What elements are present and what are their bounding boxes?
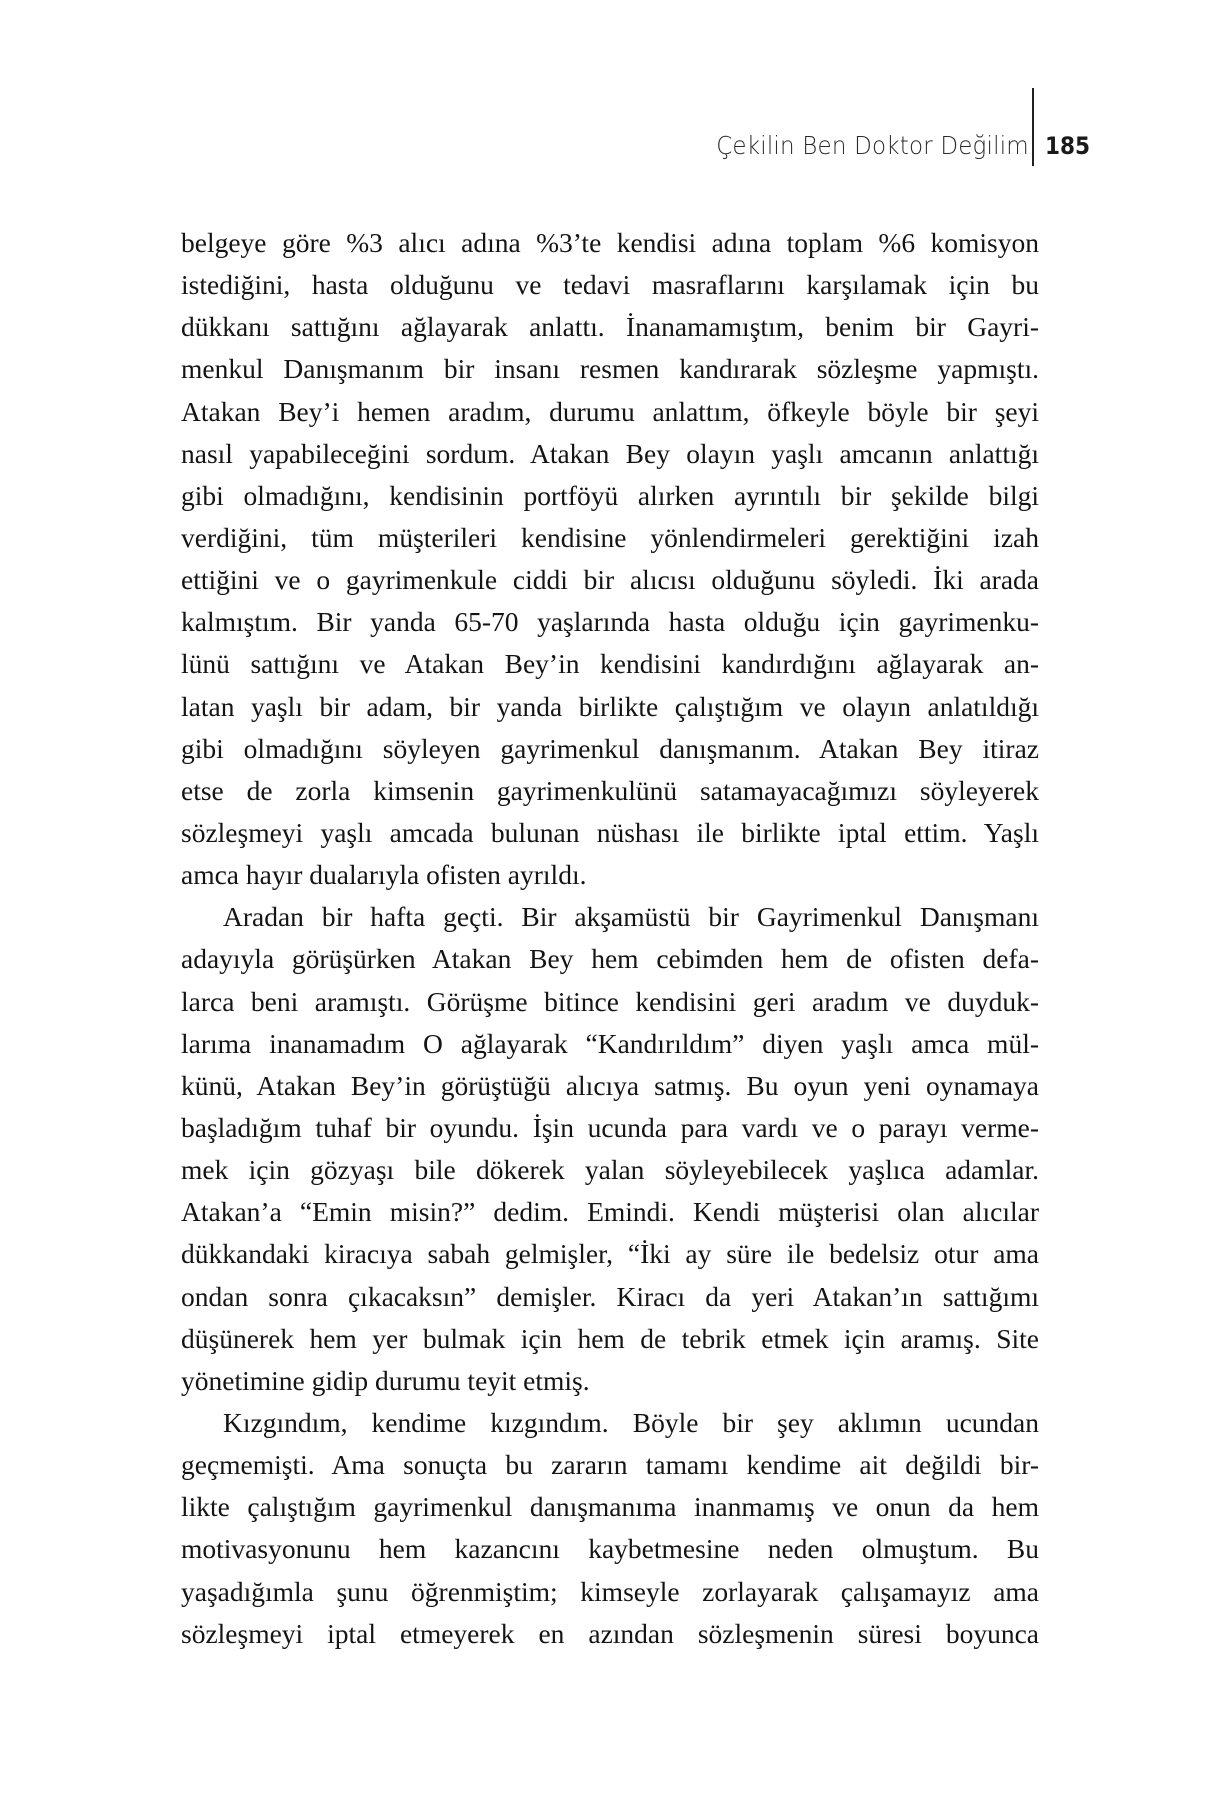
text-line: Aradan bir hafta geçti. Bir akşamüstü bir Gayrimenkul Danışmanı bbox=[223, 901, 1039, 933]
body-text bbox=[181, 222, 1039, 1655]
text-line: künü, Atakan Bey’in görüştüğü alıcıya satmış. Bu oyun yeni oynamaya bbox=[181, 1069, 1039, 1101]
paragraph bbox=[181, 896, 1039, 1402]
text-line: mek için gözyaşı bile dökerek yalan söyleyebilecek yaşlıca adamlar. bbox=[181, 1154, 1039, 1186]
text-line: menkul Danışmanım bir insanı resmen kandırarak sözleşme yapmıştı. bbox=[181, 353, 1039, 385]
paragraph bbox=[181, 222, 1039, 896]
chapter-title: Çekilin Ben Doktor Değilim bbox=[715, 131, 1029, 160]
text-line: belgeye göre %3 alıcı adına %3’te kendisi adına toplam %6 komisyon bbox=[181, 227, 1039, 258]
text-line: Atakan’a “Emin misin?” dedim. Emindi. Kendi müşterisi olan alıcılar bbox=[181, 1196, 1039, 1228]
text-line: verdiğini, tüm müşterileri kendisine yönlendirmeleri gerektiğini izah bbox=[181, 521, 1039, 553]
text-line: ettiğini ve o gayrimenkule ciddi bir alıcısı olduğunu söyledi. İki arada bbox=[181, 564, 1039, 596]
text-line: gibi olmadığını, kendisinin portföyü alırken ayrıntılı bir şekilde bilgi bbox=[181, 479, 1039, 511]
text-line: başladığım tuhaf bir oyundu. İşin ucunda para vardı ve o parayı verme- bbox=[181, 1111, 1039, 1143]
text-line: gibi olmadığını söyleyen gayrimenkul danışmanım. Atakan Bey itiraz bbox=[181, 732, 1039, 764]
text-line: nasıl yapabileceğini sordum. Atakan Bey olayın yaşlı amcanın anlattığı bbox=[181, 437, 1039, 469]
text-line: sözleşmeyi iptal etmeyerek en azından sözleşmenin süresi boyunca bbox=[181, 1617, 1039, 1649]
text-line: motivasyonunu hem kazancını kaybetmesine neden olmuştum. Bu bbox=[181, 1533, 1039, 1565]
text-line: lünü sattığını ve Atakan Bey’in kendisini kandırdığını ağlayarak an- bbox=[181, 648, 1039, 680]
text-line: yaşadığımla şunu öğrenmiştim; kimseyle zorlayarak çalışamayız ama bbox=[181, 1575, 1039, 1607]
text-line: yönetimine gidip durumu teyit etmiş. bbox=[181, 1364, 590, 1396]
text-line: sözleşmeyi yaşlı amcada bulunan nüshası ile birlikte iptal ettim. Yaşlı bbox=[181, 816, 1039, 848]
text-line: Kızgındım, kendime kızgındım. Böyle bir şey aklımın ucundan bbox=[223, 1406, 1039, 1438]
text-line: geçmemişti. Ama sonuçta bu zararın tamamı kendime ait değildi bir- bbox=[181, 1449, 1039, 1481]
text-line: ondan sonra çıkacaksın” demişler. Kiracı da yeri Atakan’ın sattığımı bbox=[181, 1280, 1039, 1312]
header-divider bbox=[1032, 88, 1034, 166]
text-line: istediğini, hasta olduğunu ve tedavi masraflarını karşılamak için bu bbox=[181, 269, 1039, 301]
text-line: latan yaşlı bir adam, bir yanda birlikte çalıştığım ve olayın anlatıldığı bbox=[181, 690, 1039, 722]
text-line: amca hayır dualarıyla ofisten ayrıldı. bbox=[181, 859, 587, 891]
text-line: adayıyla görüşürken Atakan Bey hem cebimden hem de ofisten defa- bbox=[181, 943, 1039, 975]
text-line: düşünerek hem yer bulmak için hem de tebrik etmek için aramış. Site bbox=[181, 1322, 1039, 1354]
paragraph bbox=[181, 1402, 1039, 1655]
text-line: dükkandaki kiracıya sabah gelmişler, “İki ay süre ile bedelsiz otur ama bbox=[181, 1238, 1039, 1270]
text-line: kalmıştım. Bir yanda 65-70 yaşlarında hasta olduğu için gayrimenku- bbox=[181, 606, 1039, 638]
text-line: etse de zorla kimsenin gayrimenkulünü satamayacağımızı söyleyerek bbox=[181, 774, 1039, 806]
running-header bbox=[689, 88, 1095, 166]
text-line: larıma inanamadım O ağlayarak “Kandırıldım” diyen yaşlı amca mül- bbox=[181, 1027, 1039, 1059]
text-line: likte çalıştığım gayrimenkul danışmanıma inanmamış ve onun da hem bbox=[181, 1491, 1039, 1523]
text-line: larca beni aramıştı. Görüşme bitince kendisini geri aradım ve duyduk- bbox=[181, 985, 1039, 1017]
text-line: dükkanı sattığını ağlayarak anlattı. İnanamamıştım, benim bir Gayri- bbox=[181, 311, 1039, 343]
text-line: Atakan Bey’i hemen aradım, durumu anlattım, öfkeyle böyle bir şeyi bbox=[181, 395, 1039, 427]
page-number: 185 bbox=[1044, 132, 1090, 160]
